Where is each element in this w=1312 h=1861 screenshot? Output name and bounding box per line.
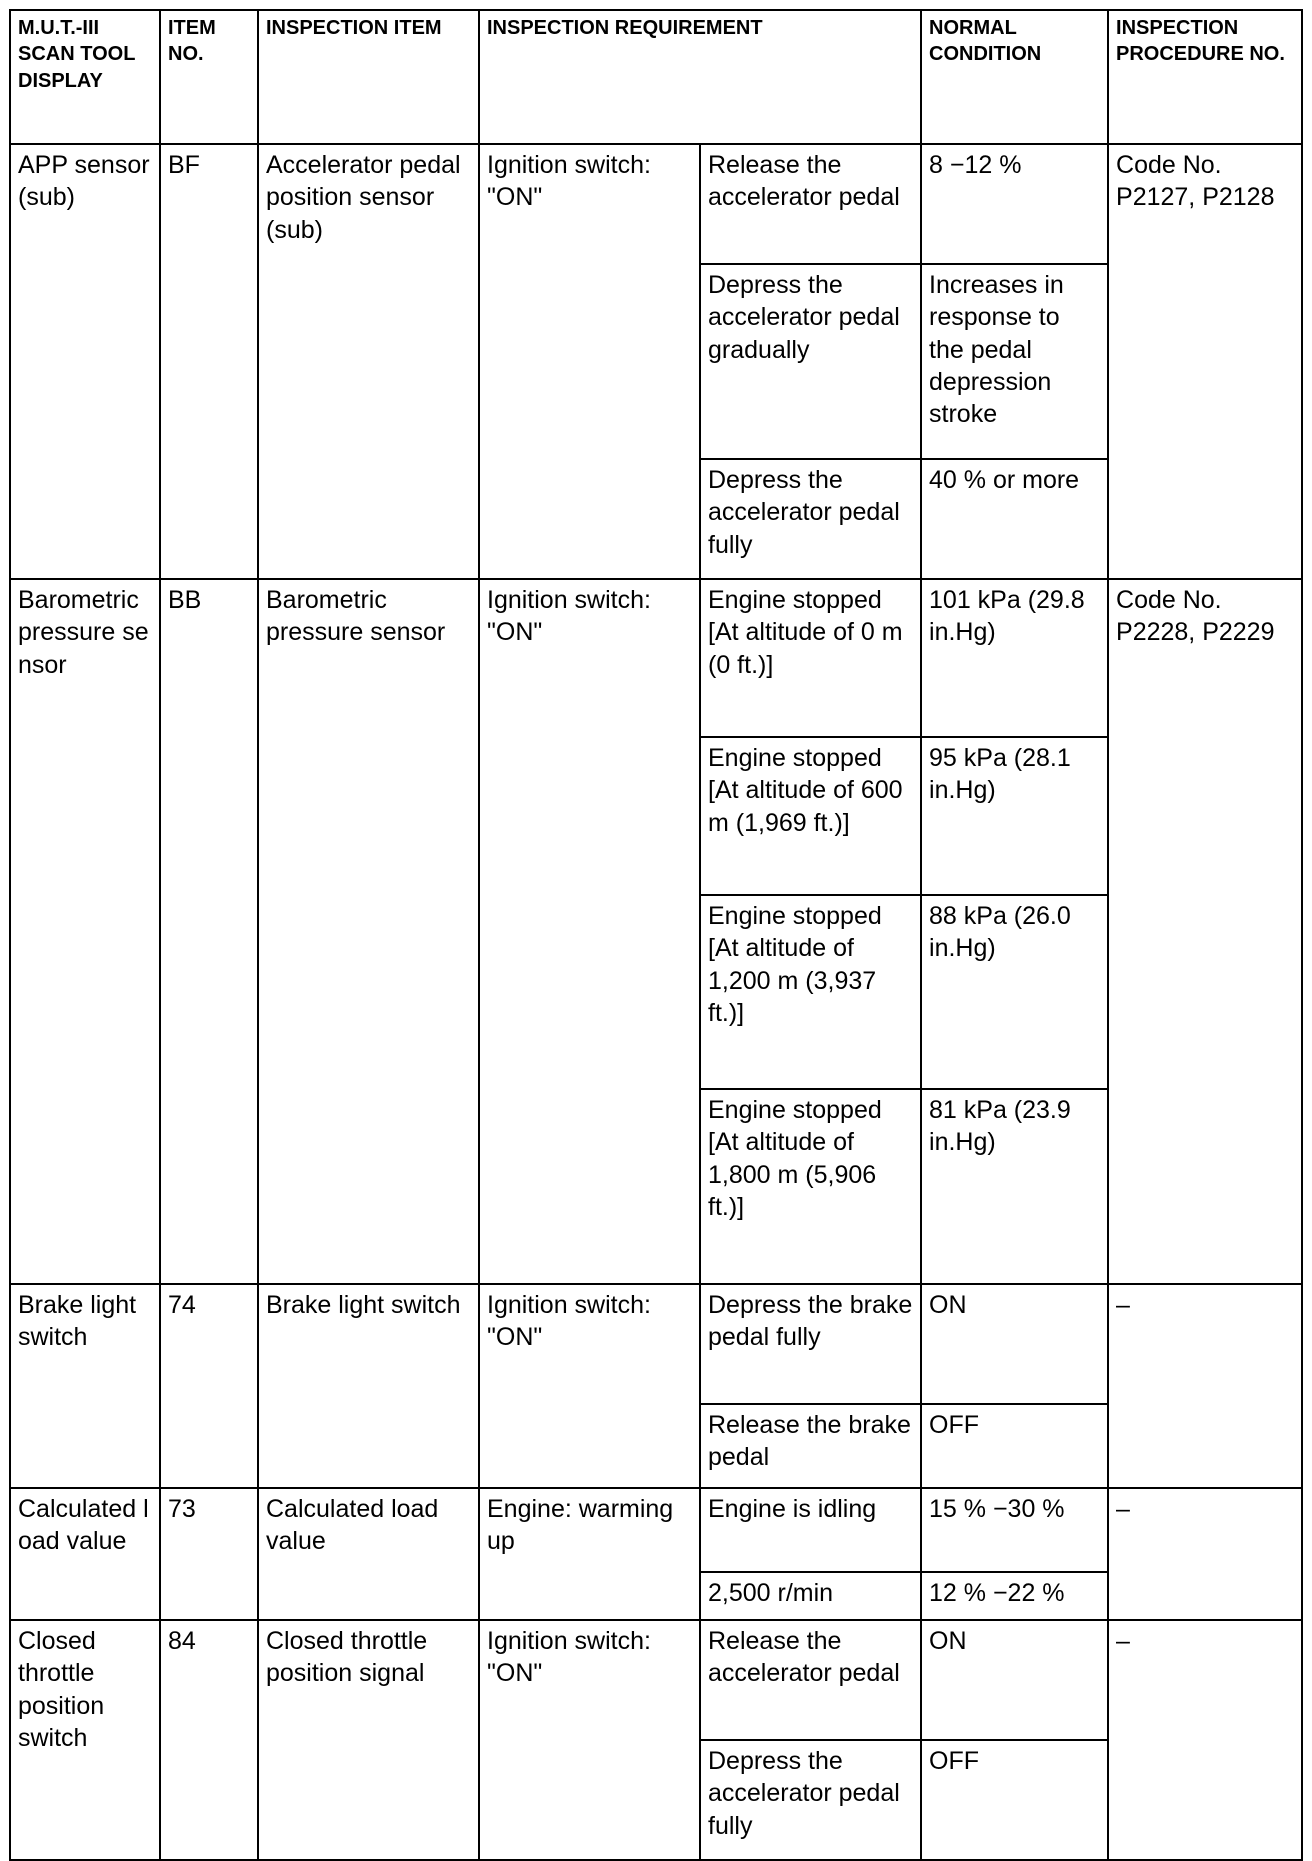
scan-tool-display-cell: Brake light switch (10, 1284, 160, 1488)
normal-condition-cell: 15 % −30 % (921, 1488, 1108, 1572)
normal-condition-cell: OFF (921, 1404, 1108, 1488)
inspection-item-cell: Accelerator pedal position sensor (sub) (258, 144, 479, 579)
normal-condition-cell: OFF (921, 1740, 1108, 1860)
normal-condition-cell: 88 kPa (26.0 in.Hg) (921, 895, 1108, 1089)
scan-tool-display-cell: APP sensor (sub) (10, 144, 160, 579)
scan-tool-display-cell: Barometric pressure sensor (10, 579, 160, 1284)
inspection-item-cell: Barometric pressure sensor (258, 579, 479, 1284)
procedure-no-cell: Code No. P2127, P2128 (1108, 144, 1302, 579)
header-normal-condition: NORMAL CONDITION (921, 10, 1108, 144)
header-inspection-procedure-no: INSPECTION PROCEDURE NO. (1108, 10, 1302, 144)
requirement-condition-cell: Ignition switch: "ON" (479, 1284, 700, 1488)
procedure-no-cell: Code No. P2228, P2229 (1108, 579, 1302, 1284)
scan-tool-display-cell: Closed throttle position switch (10, 1620, 160, 1860)
procedure-no-cell: – (1108, 1284, 1302, 1488)
requirement-detail-cell: Engine is idling (700, 1488, 921, 1572)
requirement-detail-cell: Release the brake pedal (700, 1404, 921, 1488)
table-row (10, 1284, 1302, 1404)
normal-condition-cell: 12 % −22 % (921, 1572, 1108, 1620)
requirement-condition-cell: Ignition switch: "ON" (479, 1620, 700, 1860)
requirement-detail-cell: Release the accelerator pedal (700, 144, 921, 264)
normal-condition-cell: 101 kPa (29.8 in.Hg) (921, 579, 1108, 737)
normal-condition-cell: ON (921, 1284, 1108, 1404)
table-row (10, 1620, 1302, 1740)
table-row (10, 144, 1302, 264)
requirement-detail-cell: Depress the accelerator pedal fully (700, 1740, 921, 1860)
requirement-condition-cell: Engine: warming up (479, 1488, 700, 1620)
requirement-detail-cell: Depress the accelerator pedal fully (700, 459, 921, 579)
requirement-detail-cell: 2,500 r/min (700, 1572, 921, 1620)
procedure-no-cell: – (1108, 1620, 1302, 1860)
requirement-detail-cell: Depress the brake pedal fully (700, 1284, 921, 1404)
normal-condition-cell: 81 kPa (23.9 in.Hg) (921, 1089, 1108, 1284)
requirement-condition-cell: Ignition switch: "ON" (479, 144, 700, 579)
requirement-detail-cell: Engine stopped [At altitude of 600 m (1,969 ft.)] (700, 737, 921, 895)
scan-tool-display-cell: Calculated load value (10, 1488, 160, 1620)
normal-condition-cell: 8 −12 % (921, 144, 1108, 264)
header-inspection-item: INSPECTION ITEM (258, 10, 479, 144)
header-scan-tool-display: M.U.T.-III SCAN TOOL DISPLAY (10, 10, 160, 144)
item-no-cell: BF (160, 144, 258, 579)
normal-condition-cell: 95 kPa (28.1 in.Hg) (921, 737, 1108, 895)
item-no-cell: 74 (160, 1284, 258, 1488)
item-no-cell: BB (160, 579, 258, 1284)
requirement-detail-cell: Engine stopped [At altitude of 1,200 m (3,937 ft.)] (700, 895, 921, 1089)
inspection-item-cell: Brake light switch (258, 1284, 479, 1488)
requirement-detail-cell: Release the accelerator pedal (700, 1620, 921, 1740)
inspection-item-cell: Closed throttle position signal (258, 1620, 479, 1860)
requirement-detail-cell: Engine stopped [At altitude of 1,800 m (5,906 ft.)] (700, 1089, 921, 1284)
item-no-cell: 73 (160, 1488, 258, 1620)
requirement-condition-cell: Ignition switch: "ON" (479, 579, 700, 1284)
procedure-no-cell: – (1108, 1488, 1302, 1620)
header-item-no: ITEM NO. (160, 10, 258, 144)
header-row (10, 10, 1302, 144)
normal-condition-cell: Increases in response to the pedal depression stroke (921, 264, 1108, 459)
inspection-table (9, 9, 1303, 1861)
item-no-cell: 84 (160, 1620, 258, 1860)
requirement-detail-cell: Engine stopped [At altitude of 0 m (0 ft.)] (700, 579, 921, 737)
inspection-item-cell: Calculated load value (258, 1488, 479, 1620)
table-row (10, 1488, 1302, 1572)
normal-condition-cell: 40 % or more (921, 459, 1108, 579)
table-row (10, 579, 1302, 737)
requirement-detail-cell: Depress the accelerator pedal gradually (700, 264, 921, 459)
header-inspection-requirement: INSPECTION REQUIREMENT (479, 10, 921, 144)
normal-condition-cell: ON (921, 1620, 1108, 1740)
